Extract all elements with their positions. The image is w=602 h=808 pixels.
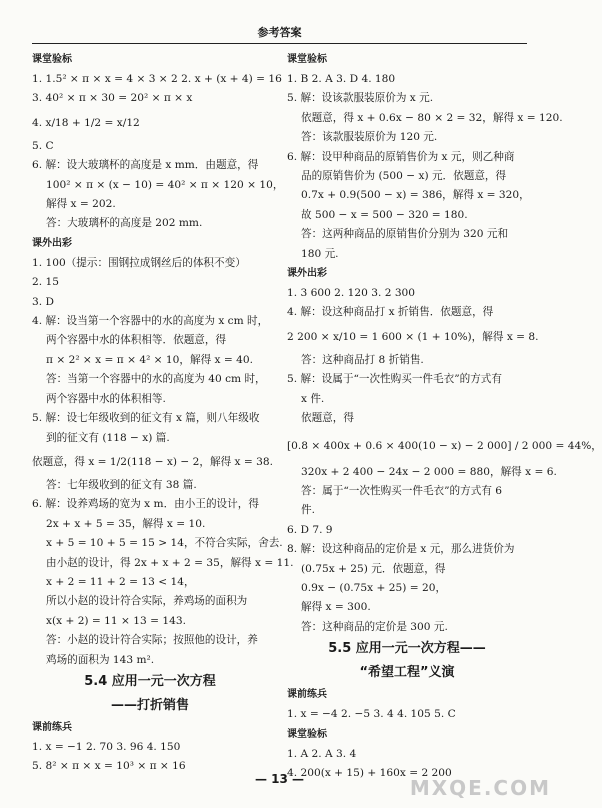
header-title: 参考答案 <box>257 26 302 39</box>
answer-line: 0.9x − (0.75x + 25) = 20， <box>301 581 447 594</box>
answer-line: 答：大玻璃杯的高度是 202 mm. <box>46 217 203 230</box>
answer-line: 解得 x = 300. <box>301 601 371 614</box>
answer-line: 5. C <box>32 139 54 152</box>
answer-line: x 件. <box>301 392 325 405</box>
answer-line: 1. x = −1 2. 70 3. 96 4. 150 <box>32 740 181 753</box>
answer-line: 5. 解：设七年级收到的征文有 x 篇，则八年级收 <box>32 412 260 425</box>
answer-line: 2 200 × x/10 = 1 600 × (1 + 10%)，解得 x = 8. <box>287 330 539 343</box>
answer-line: 3. 40² × π × 30 = 20² × π × x <box>32 92 193 105</box>
answer-line: 答：这两种商品的原销售价分别为 320 元和 <box>301 228 509 241</box>
lesson-title: 5.4 应用一元一次方程 <box>84 673 216 689</box>
answer-line: 所以小赵的设计符合实际，养鸡场的面积为 <box>46 595 248 608</box>
answer-line: x + 2 = 11 + 2 = 13 < 14， <box>46 575 195 588</box>
answer-line: 6. 解：设甲种商品的原销售价为 x 元，则乙种商 <box>287 150 515 163</box>
answer-line: 答：该款服装原价为 120 元. <box>301 131 438 144</box>
answer-line: 100² × π × (x − 10) = 40² × π × 120 × 10， <box>46 178 284 191</box>
answer-line: x(x + 2) = 11 × 13 = 143. <box>46 614 186 627</box>
answer-line: 答：当第一个容器中的水的高度为 40 cm 时， <box>46 373 266 386</box>
answer-line: 依题意，得 x = 1/2(118 − x) − 2，解得 x = 38. <box>32 455 273 468</box>
answer-line: 8. 解：设这种商品的定价是 x 元，那么进货价为 <box>287 543 515 556</box>
answer-line: 0.7x + 0.9(500 − x) = 386，解得 x = 320， <box>301 189 530 202</box>
section-heading: 课前练兵 <box>32 721 72 733</box>
section-heading: 课堂验标 <box>287 54 327 65</box>
answer-line: 6. 解：设养鸡场的宽为 x m．由小王的设计，得 <box>32 498 259 511</box>
answer-line: 答：七年级收到的征文有 38 篇. <box>46 478 197 491</box>
section-heading: 课堂验标 <box>287 728 327 740</box>
answer-line: 答：这种商品的定价是 300 元. <box>301 620 448 633</box>
answer-line: 1. B 2. A 3. D 4. 180 <box>287 73 396 85</box>
watermark: MXQE.COM <box>409 776 551 800</box>
answer-line: 5. 8² × π × x = 10³ × π × 16 <box>32 760 186 773</box>
answer-line: 4. x/18 + 1/2 = x/12 <box>32 116 140 129</box>
answer-line: 故 500 − x = 500 − 320 = 180. <box>301 208 468 221</box>
answer-line: 品的原销售价为 (500 − x) 元．依题意，得 <box>301 170 507 183</box>
answer-line: 依题意，得 x + 0.6x − 80 × 2 = 32，解得 x = 120. <box>301 111 563 124</box>
answer-line: 1. 100（提示：围钢拉成钢丝后的体积不变） <box>32 256 246 269</box>
answer-line: 1. 3 600 2. 120 3. 2 300 <box>287 287 416 300</box>
answer-line: 鸡场的面积为 143 m². <box>46 653 155 666</box>
answer-line: 3. D <box>32 295 54 308</box>
section-heading: 课前练兵 <box>287 689 327 701</box>
lesson-title: 5.5 应用一元一次方程—— <box>328 641 486 657</box>
answer-line: 6. 解：设大玻璃杯的高度是 x mm．由题意，得 <box>32 159 259 172</box>
answer-line: 4. 200(x + 15) + 160x = 2 200 <box>287 766 452 779</box>
page-header <box>0 0 559 44</box>
right-column <box>287 50 602 783</box>
answer-line: 1. 1.5² × π × x = 4 × 3 × 2 2. x + (x + 4) = 16 <box>32 73 282 85</box>
answer-line: 1. A 2. A 3. 4 <box>287 747 357 760</box>
answer-line: (0.75x + 25) 元．依题意，得 <box>301 562 446 575</box>
answer-line: π × 2² × x = π × 4² × 10，解得 x = 40. <box>46 353 253 366</box>
answer-line: 4. 解：设当第一个容器中的水的高度为 x cm 时， <box>32 315 269 328</box>
answer-line: 由小赵的设计，得 2x + x + 2 = 35，解得 x = 11. <box>46 556 294 569</box>
answer-line: 5. 解：设该款服装原价为 x 元. <box>287 92 434 105</box>
header-rule <box>32 43 527 44</box>
left-column <box>32 50 294 777</box>
lesson-title: ——打折销售 <box>110 697 189 713</box>
section-heading: 课堂验标 <box>32 54 72 65</box>
answer-line: 5. 解：设属于“一次性购买一件毛衣”的方式有 <box>287 373 502 386</box>
answer-line: 件. <box>301 504 315 517</box>
answer-line: 答：属于“一次性购买一件毛衣”的方式有 6 <box>301 484 503 497</box>
answer-line: 320x + 2 400 − 24x − 2 000 = 880，解得 x = 6. <box>301 465 557 478</box>
answer-line: 两个容器中水的体积相等．依题意，得 <box>46 334 227 347</box>
answer-line: 6. D 7. 9 <box>287 523 333 536</box>
answer-line: 2x + x + 5 = 35，解得 x = 10. <box>46 517 206 530</box>
answer-line: 180 元. <box>301 247 339 260</box>
answer-line: 答：小赵的设计符合实际；按照他的设计，养 <box>46 634 258 647</box>
answer-line: 1. x = −4 2. −5 3. 4 4. 105 5. C <box>287 708 456 721</box>
answer-line: 两个容器中水的体积相等. <box>46 392 166 405</box>
answer-line: 答：这种商品打 8 折销售. <box>301 353 424 366</box>
section-heading: 课外出彩 <box>287 268 327 280</box>
answer-line: 2. 15 <box>32 276 59 289</box>
lesson-title: “希望工程”义演 <box>359 665 455 681</box>
answer-line: 到的征文有 (118 − x) 篇. <box>46 431 170 444</box>
answer-line: 4. 解：设这种商品打 x 折销售．依题意，得 <box>287 306 494 319</box>
answer-line: 解得 x = 202. <box>46 198 116 211</box>
answer-line: [0.8 × 400x + 0.6 × 400(10 − x) − 2 000] / 2 000 = 44%， <box>287 439 602 452</box>
answer-line: 依题意，得 <box>301 412 354 425</box>
answer-line: x + 5 = 10 + 5 = 15 > 14，不符合实际，舍去. <box>46 537 283 550</box>
section-heading: 课外出彩 <box>32 237 72 249</box>
page-number: — 13 — <box>254 772 305 786</box>
